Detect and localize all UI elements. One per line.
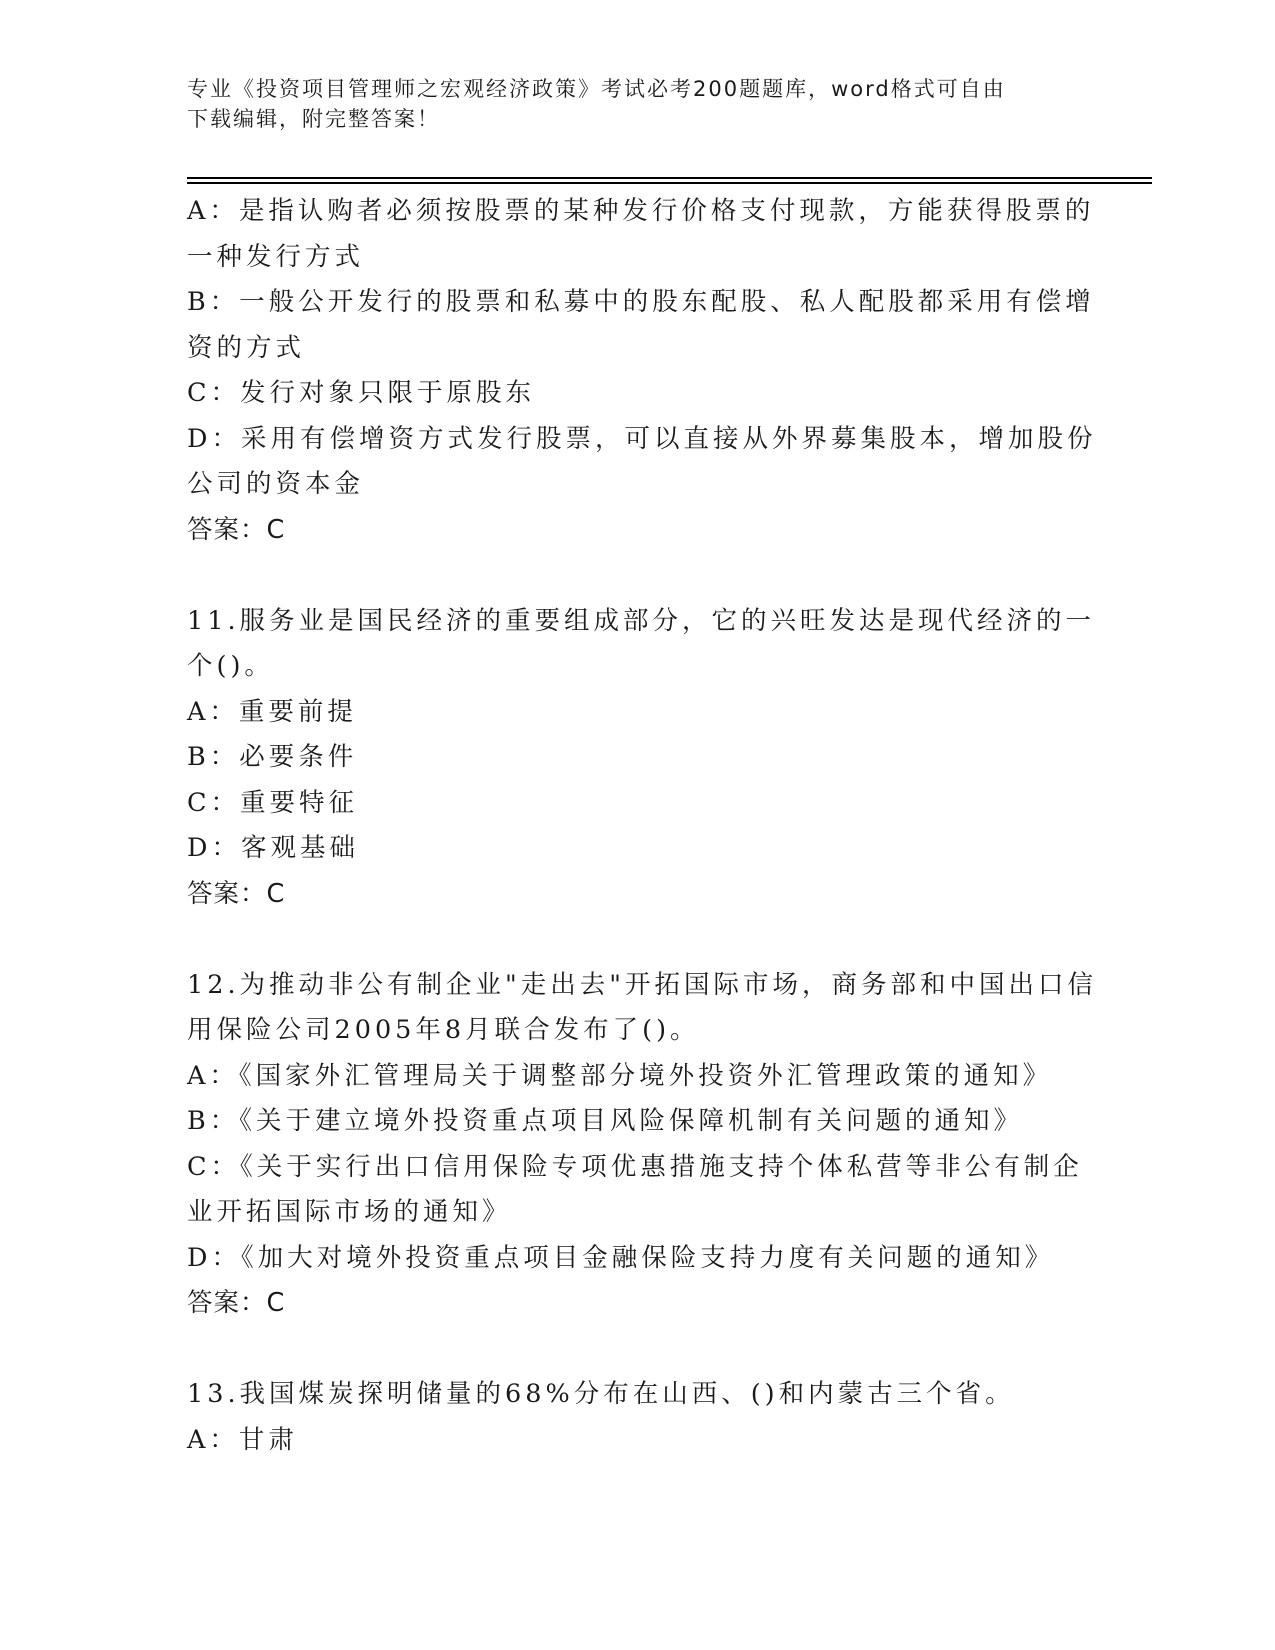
q10-option-b-line1: B：一般公开发行的股票和私募中的股东配股、私人配股都采用有偿增: [187, 287, 1095, 317]
q11-stem-line2: 个()。: [187, 651, 274, 681]
q12-stem-line1: 12.为推动非公有制企业"走出去"开拓国际市场，商务部和中国出口信: [187, 969, 1098, 1000]
q10-option-d-line1: D：采用有偿增资方式发行股票，可以直接从外界募集股本，增加股份: [187, 423, 1097, 454]
q10-option-b-line2: 资的方式: [187, 332, 306, 363]
q10-option-a-line1: A：是指认购者必须按股票的某种发行价格支付现款，方能获得股票的: [187, 196, 1095, 226]
spacer: [187, 553, 1077, 599]
q13-option-a: A：甘肃: [187, 1424, 298, 1455]
question-11-block: [187, 599, 1096, 918]
header-rule-bottom: [187, 182, 1152, 184]
q11-answer: 答案：C: [187, 878, 286, 909]
q12-stem-line2: 用保险公司2005年8月联合发布了()。: [187, 1015, 700, 1045]
q11-option-a: A：重要前提: [187, 696, 357, 727]
q10-option-d-line2: 公司的资本金: [187, 469, 365, 499]
document-header: 专业《投资项目管理师之宏观经济政策》考试必考200题题库，word格式可自由 下载编辑，附完整答案！: [187, 77, 1006, 131]
question-10-block: [187, 189, 1097, 553]
q12-option-a: A：《国家外汇管理局关于调整部分境外投资外汇管理政策的通知》: [187, 1060, 1053, 1091]
q12-answer: 答案：C: [187, 1288, 286, 1318]
question-12-block: [187, 963, 1098, 1327]
q12-option-c-line1: C：《关于实行出口信用保险专项优惠措施支持个体私营等非公有制企: [187, 1151, 1083, 1182]
spacer: [187, 1327, 1077, 1373]
spacer: [187, 917, 1077, 963]
question-13-block: [187, 1372, 1077, 1463]
q10-answer: 答案：C: [187, 514, 286, 545]
q11-option-b: B：必要条件: [187, 742, 358, 772]
q10-option-c: C：发行对象只限于原股东: [187, 378, 536, 408]
q11-option-c: C：重要特征: [187, 787, 359, 818]
q12-option-b: B：《关于建立境外投资重点项目风险保障机制有关问题的通知》: [187, 1106, 1023, 1136]
q12-option-c-line2: 业开拓国际市场的通知》: [187, 1197, 512, 1227]
q10-option-a-line2: 一种发行方式: [187, 241, 365, 272]
q11-option-d: D：客观基础: [187, 833, 359, 863]
q11-stem-line1: 11.服务业是国民经济的重要组成部分，它的兴旺发达是现代经济的一: [187, 605, 1096, 636]
q12-option-d: D：《加大对境外投资重点项目金融保险支持力度有关问题的通知》: [187, 1242, 1055, 1273]
question-content: [187, 189, 1098, 1463]
q13-stem: 13.我国煤炭探明储量的68%分布在山西、()和内蒙古三个省。: [187, 1379, 1015, 1409]
header-rule-top: [187, 177, 1152, 179]
